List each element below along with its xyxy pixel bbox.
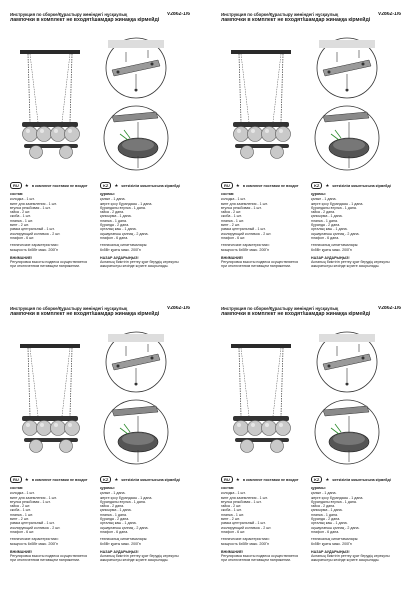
kz-warning-heading: НАЗАР АУДАРЫҢЫЗ! (100, 255, 139, 260)
star-icon: ★ (235, 476, 240, 482)
header-subtitle: лампочки в комплект не входят/шамдар жинаққа кірмейді (221, 311, 371, 317)
list-item: плафон - 6 шт. (221, 235, 246, 240)
kz-warning-line: Аспаның биіктігін реттеу қуат берудің керекулы (100, 554, 179, 559)
star-icon: ★ (114, 476, 119, 482)
assembly-illustration (8, 320, 198, 485)
list-item: рамка центральный - 1 шт. (10, 521, 55, 526)
kz-note: жеткізілім жиынтығына кірмейді (121, 183, 180, 188)
list-item: гайка - 2 дана. (100, 210, 125, 215)
language-row-kz (100, 476, 180, 483)
list-item: орталық каш - 1 дана. (311, 521, 348, 526)
ru-column (221, 192, 311, 269)
kz-column (311, 486, 401, 563)
ru-warning-line: при отключенном питающем напряжении. (10, 264, 81, 269)
model-number: V2862-1/6 (166, 12, 190, 17)
list-item: винт - 2 шт. (10, 223, 29, 228)
ru-parts-list (10, 491, 100, 534)
kz-tech-heading: техникалық сипаттамалары: (100, 537, 148, 542)
kz-badge: KZ (100, 182, 111, 189)
list-item: оқшаулағыш қалпақ - 2 дана. (311, 231, 360, 236)
list-item: плафон - 6 шт. (221, 529, 246, 534)
ru-warning-heading: ВНИМАНИЕ! (10, 549, 33, 554)
list-item: планка - 1 шт. (221, 512, 244, 517)
list-item: втулка резьбовая - 1 шт. (10, 499, 51, 504)
list-item: бұранда - 2 дана. (100, 517, 130, 522)
ru-warning-line: Регулировка высоты подвеса осуществляется (221, 260, 299, 265)
list-item: бұранда - 2 дана. (311, 517, 341, 522)
kz-warning-line: ажыратылуы кезінде жүзеге асырылады. (311, 558, 380, 563)
chandelier-drawing (20, 344, 80, 453)
list-item: изолирующий колпачок - 2 шт. (221, 231, 272, 236)
ru-note: в комплект поставки не входит (31, 183, 88, 188)
kz-heading: құрамы: (100, 192, 115, 196)
ru-tech-heading: технические характеристики: (10, 537, 59, 542)
instruction-panel (219, 12, 409, 292)
kz-parts-list (311, 197, 401, 240)
list-item: гайка - 2 дана. (311, 504, 336, 509)
mounting-detail-top (317, 332, 377, 392)
kz-tech-value: 6х5Вт қуаты макс. 200Гн (311, 541, 352, 546)
ru-warning-line: при отключенном питающем напряжении. (10, 558, 81, 563)
kz-warning-line: Аспаның биіктігін реттеу қуат берудің керекулы (311, 554, 390, 559)
list-item: скоба - 1 шт. (10, 508, 31, 513)
header-title: Инструкция по сборке/Құрастыру жөніндегі нұсқаулық (10, 12, 128, 17)
ru-warning-heading: ВНИМАНИЕ! (221, 255, 244, 260)
kz-badge: KZ (311, 476, 322, 483)
list-item: бұрандалы втулка - 1 дана. (100, 499, 146, 504)
ru-warning-line: Регулировка высоты подвеса осуществляется (221, 554, 299, 559)
list-item: винт - 2 шт. (221, 223, 240, 228)
ru-tech-value: мощность 6х5Вт макс. 200Гн (10, 541, 59, 546)
header-subtitle: лампочки в комплект не входят/шамдар жинаққа кірмейді (10, 17, 160, 23)
kz-warning-line: ажыратылуы кезінде жүзеге асырылады. (311, 264, 380, 269)
list-item: втулка резьбовая - 1 шт. (221, 499, 262, 504)
ru-parts-list (221, 197, 311, 240)
assembly-illustration (8, 26, 198, 191)
list-item: гайка - 2 шт. (221, 504, 242, 509)
kz-note: жеткізілім жиынтығына кірмейді (332, 183, 391, 188)
list-item: жерге қосу бұрандасы - 1 дана. (311, 495, 364, 500)
header-subtitle: лампочки в комплект не входят/шамдар жинаққа кірмейді (10, 311, 160, 317)
list-item: қалып - 1 дана. (311, 491, 337, 496)
ru-badge: RU (10, 182, 22, 189)
list-item: гайка - 2 шт. (221, 210, 242, 215)
ru-warning-heading: ВНИМАНИЕ! (10, 255, 33, 260)
kz-column (100, 486, 190, 563)
list-item: втулка резьбовая - 1 шт. (221, 205, 262, 210)
list-item: плафон - 6 дана. (100, 529, 129, 534)
ru-tech-value: мощность 6х5Вт макс. 200Гн (221, 541, 270, 546)
kz-tech-heading: техникалық сипаттамалары: (100, 243, 148, 248)
ru-column (10, 486, 100, 563)
language-row-ru (221, 476, 299, 483)
ru-tech-heading: технические характеристики: (221, 537, 270, 542)
kz-column (311, 192, 401, 269)
language-row-kz (311, 476, 391, 483)
kz-warning-heading: НАЗАР АУДАРЫҢЫЗ! (311, 549, 350, 554)
kz-warning-line: Аспаның биіктігін реттеу қуат берудің керекулы (311, 260, 390, 265)
kz-heading: құрамы: (311, 192, 326, 196)
kz-badge: KZ (311, 182, 322, 189)
list-item: қалып - 1 дана. (100, 197, 126, 202)
list-item: орталық каш - 1 дана. (100, 521, 137, 526)
kz-parts-list (100, 197, 190, 240)
ru-warning-line: при отключенном питающем напряжении. (221, 264, 292, 269)
ru-tech-heading: технические характеристики: (221, 243, 270, 248)
list-item: орталық каш - 1 дана. (311, 227, 348, 232)
mounting-detail-bottom (104, 106, 168, 170)
ru-note: в комплект поставки не входит (31, 477, 88, 482)
list-item: планка - 1 дана. (311, 512, 338, 517)
ru-parts-list (221, 491, 311, 534)
mounting-detail-bottom (315, 400, 379, 464)
model-number: V2862-1/6 (377, 306, 401, 311)
list-item: қапсырма - 1 дана. (100, 214, 132, 219)
kz-warning-heading: НАЗАР АУДАРЫҢЫЗ! (311, 255, 350, 260)
list-item: бұранда - 2 дана. (100, 223, 130, 228)
list-item: гайка - 2 дана. (100, 504, 125, 509)
ru-warning-line: Регулировка высоты подвеса осуществляется (10, 260, 88, 265)
ru-badge: RU (221, 476, 233, 483)
assembly-illustration (219, 26, 409, 191)
kz-tech-value: 6х5Вт қуаты макс. 200Гн (311, 247, 352, 252)
list-item: рамка центральный - 1 шт. (221, 227, 266, 232)
ru-heading: состав: (221, 486, 235, 490)
chandelier-drawing (20, 50, 80, 159)
star-icon: ★ (325, 182, 330, 188)
list-item: жерге қосу бұрандасы - 1 дана. (100, 201, 153, 206)
kz-warning-line: Аспаның биіктігін реттеу қуат берудің керекулы (100, 260, 179, 265)
list-item: қапсырма - 1 дана. (311, 508, 343, 513)
header-title: Инструкция по сборке/Құрастыру жөніндегі нұсқаулық (221, 12, 339, 17)
ru-tech-value: мощность 6х5Вт макс. 200Гн (10, 247, 59, 252)
mounting-detail-top (106, 332, 166, 392)
ru-badge: RU (10, 476, 22, 483)
list-item: скоба - 1 шт. (10, 214, 31, 219)
list-item: винт для заземления - 1 шт. (221, 201, 268, 206)
ru-warning-line: Регулировка высоты подвеса осуществляется (10, 554, 88, 559)
kz-tech-heading: техникалық сипаттамалары: (311, 537, 359, 542)
model-number: V2862-1/6 (166, 306, 190, 311)
instruction-panel (8, 306, 198, 586)
kz-note: жеткізілім жиынтығына кірмейді (121, 477, 180, 482)
list-item: гайка - 2 шт. (10, 210, 31, 215)
kz-tech-heading: техникалық сипаттамалары: (311, 243, 359, 248)
kz-warning-line: ажыратылуы кезінде жүзеге асырылады. (100, 558, 169, 563)
ru-warning-heading: ВНИМАНИЕ! (221, 549, 244, 554)
list-item: колодка - 1 шт. (10, 197, 35, 202)
list-item: плафон - 6 дана. (311, 235, 340, 240)
kz-note: жеткізілім жиынтығына кірмейді (332, 477, 391, 482)
list-item: жерге қосу бұрандасы - 1 дана. (100, 495, 153, 500)
chandelier-drawing (231, 344, 291, 453)
ru-column (221, 486, 311, 563)
kz-tech-value: 6х5Вт қуаты макс. 200Гн (100, 541, 141, 546)
model-number: V2862-1/6 (377, 12, 401, 17)
list-item: винт - 2 шт. (221, 517, 240, 522)
kz-badge: KZ (100, 476, 111, 483)
list-item: планка - 1 дана. (100, 512, 127, 517)
instruction-panel (8, 12, 198, 292)
kz-tech-value: 6х5Вт қуаты макс. 200Гн (100, 247, 141, 252)
list-item: жерге қосу бұрандасы - 1 дана. (311, 201, 364, 206)
header-subtitle: лампочки в комплект не входят/шамдар жинаққа кірмейді (221, 17, 371, 23)
kz-column (100, 192, 190, 269)
list-item: изолирующий колпачок - 2 шт. (10, 525, 61, 530)
list-item: планка - 1 дана. (100, 218, 127, 223)
list-item: колодка - 1 шт. (221, 491, 246, 496)
language-row-ru (221, 182, 299, 189)
list-item: плафон - 6 шт. (10, 235, 35, 240)
list-item: қалып - 1 дана. (311, 197, 337, 202)
list-item: оқшаулағыш қалпақ - 2 дана. (311, 525, 360, 530)
list-item: бұрандалы втулка - 1 дана. (100, 205, 146, 210)
ru-heading: состав: (10, 486, 24, 490)
assembly-illustration (219, 320, 409, 485)
star-icon: ★ (235, 182, 240, 188)
ru-column (10, 192, 100, 269)
list-item: изолирующий колпачок - 2 шт. (221, 525, 272, 530)
list-item: бұрандалы втулка - 1 дана. (311, 499, 357, 504)
star-icon: ★ (24, 182, 29, 188)
mounting-detail-top (106, 38, 166, 98)
mounting-detail-bottom (104, 400, 168, 464)
panel-header (221, 12, 407, 23)
ru-parts-list (10, 197, 100, 240)
language-row-kz (311, 182, 391, 189)
list-item: скоба - 1 шт. (221, 508, 242, 513)
list-item: плафон - 6 дана. (311, 529, 340, 534)
ru-tech-heading: технические характеристики: (10, 243, 59, 248)
list-item: гайка - 2 шт. (10, 504, 31, 509)
ru-tech-value: мощность 6х5Вт макс. 200Гн (221, 247, 270, 252)
list-item: қалып - 1 дана. (100, 491, 126, 496)
list-item: рамка центральный - 1 шт. (221, 521, 266, 526)
list-item: бұрандалы втулка - 1 дана. (311, 205, 357, 210)
list-item: планка - 1 шт. (10, 218, 33, 223)
language-row-kz (100, 182, 180, 189)
star-icon: ★ (114, 182, 119, 188)
list-item: оқшаулағыш қалпақ - 2 дана. (100, 231, 149, 236)
kz-parts-list (100, 491, 190, 534)
list-item: плафон - 6 дана. (100, 235, 129, 240)
header-title: Инструкция по сборке/Құрастыру жөніндегі нұсқаулық (221, 306, 339, 311)
kz-heading: құрамы: (100, 486, 115, 490)
star-icon: ★ (24, 476, 29, 482)
list-item: оқшаулағыш қалпақ - 2 дана. (100, 525, 149, 530)
ru-heading: состав: (221, 192, 235, 196)
list-item: втулка резьбовая - 1 шт. (10, 205, 51, 210)
list-item: изолирующий колпачок - 2 шт. (10, 231, 61, 236)
language-row-ru (10, 476, 88, 483)
list-item: плафон - 6 шт. (10, 529, 35, 534)
chandelier-drawing (231, 50, 291, 159)
list-item: колодка - 1 шт. (221, 197, 246, 202)
mounting-detail-top (317, 38, 377, 98)
list-item: планка - 1 дана. (311, 218, 338, 223)
list-item: гайка - 2 дана. (311, 210, 336, 215)
list-item: винт для заземления - 1 шт. (10, 201, 57, 206)
kz-heading: құрамы: (311, 486, 326, 490)
kz-warning-line: ажыратылуы кезінде жүзеге асырылады. (100, 264, 169, 269)
ru-heading: состав: (10, 192, 24, 196)
star-icon: ★ (325, 476, 330, 482)
list-item: рамка центральный - 1 шт. (10, 227, 55, 232)
list-item: скоба - 1 шт. (221, 214, 242, 219)
ru-note: в комплект поставки не входит (242, 183, 299, 188)
list-item: винт для заземления - 1 шт. (221, 495, 268, 500)
list-item: қапсырма - 1 дана. (311, 214, 343, 219)
list-item: орталық каш - 1 дана. (100, 227, 137, 232)
list-item: бұранда - 2 дана. (311, 223, 341, 228)
mounting-detail-bottom (315, 106, 379, 170)
list-item: винт - 2 шт. (10, 517, 29, 522)
kz-parts-list (311, 491, 401, 534)
panel-header (221, 306, 407, 317)
list-item: планка - 1 шт. (221, 218, 244, 223)
list-item: винт для заземления - 1 шт. (10, 495, 57, 500)
panel-header (10, 306, 196, 317)
ru-note: в комплект поставки не входит (242, 477, 299, 482)
list-item: колодка - 1 шт. (10, 491, 35, 496)
panel-header (10, 12, 196, 23)
list-item: планка - 1 шт. (10, 512, 33, 517)
ru-badge: RU (221, 182, 233, 189)
header-title: Инструкция по сборке/Құрастыру жөніндегі нұсқаулық (10, 306, 128, 311)
kz-warning-heading: НАЗАР АУДАРЫҢЫЗ! (100, 549, 139, 554)
language-row-ru (10, 182, 88, 189)
instruction-panel (219, 306, 409, 586)
ru-warning-line: при отключенном питающем напряжении. (221, 558, 292, 563)
list-item: қапсырма - 1 дана. (100, 508, 132, 513)
